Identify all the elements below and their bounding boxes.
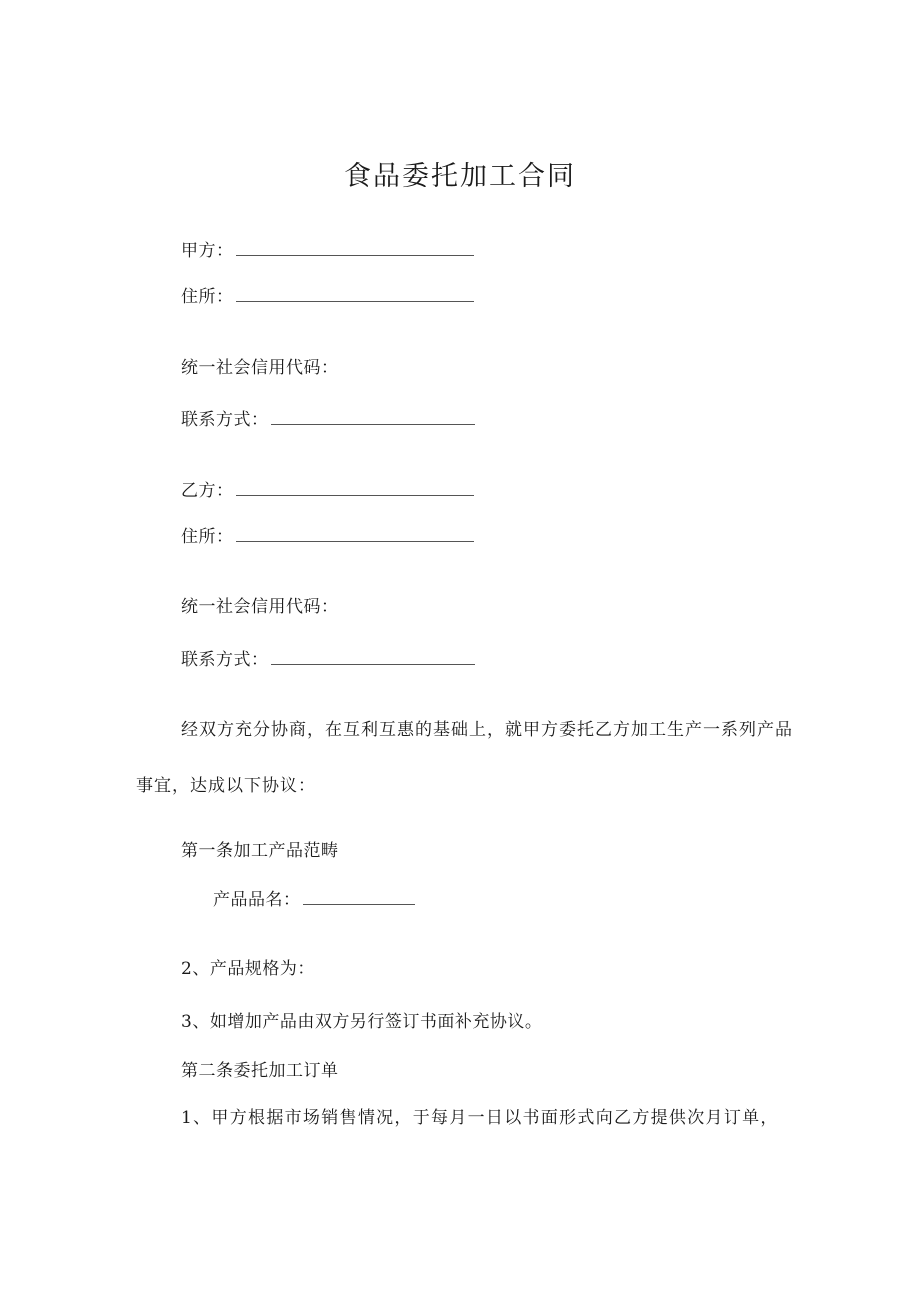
party-a-contact-blank (271, 408, 475, 425)
article-2-heading: 第二条委托加工订单 (181, 1061, 339, 1081)
article-1-item-3: 3、如增加产品由双方另行签订书面补充协议。 (181, 1012, 543, 1032)
article-1-item-2: 2、产品规格为： (181, 959, 315, 979)
party-a-contact-label: 联系方式： (181, 410, 269, 430)
party-b-name-label: 乙方： (181, 481, 234, 501)
party-b-name-row (181, 479, 474, 502)
party-a-name-label: 甲方： (181, 241, 234, 261)
party-b-contact-blank (271, 648, 475, 665)
product-name-blank (303, 888, 415, 905)
party-a-name-blank (236, 239, 474, 256)
party-a-contact-row (181, 408, 475, 431)
party-a-credit-code-label: 统一社会信用代码： (181, 358, 339, 378)
party-b-address-blank (236, 525, 474, 542)
party-b-credit-code-label: 统一社会信用代码： (181, 597, 339, 617)
product-name-label: 产品品名： (213, 890, 301, 910)
article-1-heading: 第一条加工产品范畴 (181, 841, 339, 861)
party-b-contact-label: 联系方式： (181, 650, 269, 670)
party-a-address-row (181, 285, 474, 308)
document-title: 食品委托加工合同 (344, 161, 576, 192)
party-a-credit-code-row (181, 357, 339, 379)
party-b-contact-row (181, 648, 475, 671)
party-b-credit-code-row (181, 596, 339, 618)
preamble-paragraph: 经双方充分协商，在互利互惠的基础上，就甲方委托乙方加工生产一系列产品事宜，达成以下协议： (136, 720, 793, 796)
party-a-address-blank (236, 285, 474, 302)
party-a-address-label: 住所： (181, 287, 234, 307)
party-b-address-label: 住所： (181, 527, 234, 547)
party-a-name-row (181, 239, 474, 262)
article-2-item-1: 1、甲方根据市场销售情况，于每月一日以书面形式向乙方提供次月订单， (181, 1108, 779, 1128)
party-b-address-row (181, 525, 474, 548)
product-name-row (213, 888, 415, 911)
party-b-name-blank (236, 479, 474, 496)
